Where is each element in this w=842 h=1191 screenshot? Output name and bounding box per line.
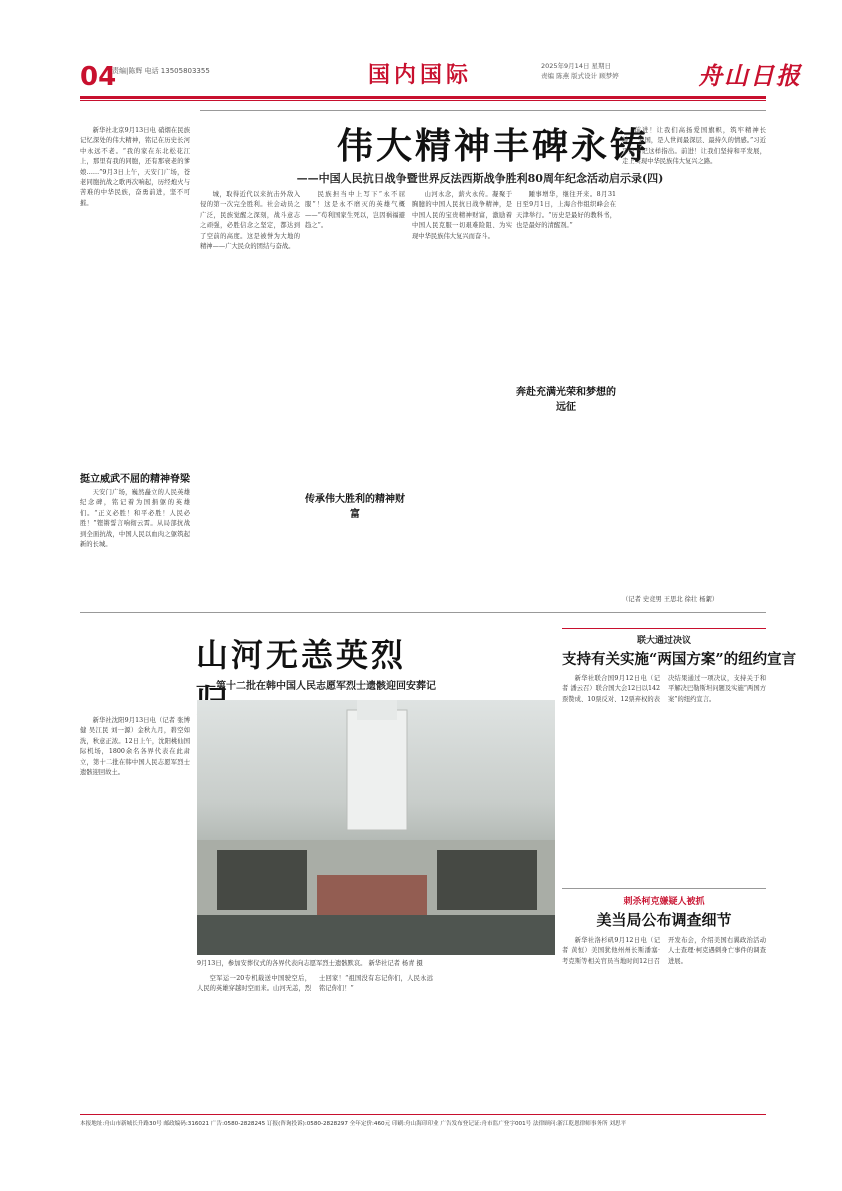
news2-body-text: 新华社洛杉矶9月12日电（记者 黄恒）美国犹他州州长斯潘塞·考克斯等相关官员当地时间12日召开发布会，介绍美国右翼政治活动人士查理·柯克遇刺身亡事件的调查进展。 (562, 937, 766, 965)
lead-col5-text: 踵事增华，继往开来。8月31日至9月1日，上海合作组织峰会在天津举行。“历史是最好的教科书，也是最好的清醒剂。” (516, 191, 616, 230)
photo-illustration (197, 700, 555, 955)
header-date: 2025年9月14日 星期日 (541, 62, 612, 70)
lead-subheading-backbone: 挺立威武不屈的精神脊梁 (80, 474, 190, 485)
header-rule (80, 96, 766, 99)
lead-subheading-glory: 奔赴充满光荣和梦想的远征 (516, 387, 616, 413)
footer-info: 本报地址:舟山市新城长升路30号 邮政编码:316021 广告:0580-2828245 订报(咨询投诉):0580-2828297 全年定价:460元 印刷:舟山海印印业 广告发布登记证:舟市监广登字001号 法律顾问:浙江乾恩律师事务所 刘思平 (80, 1121, 627, 1127)
lead-byline: （记者 史竞男 王思北 徐壮 杨絮） (622, 596, 719, 603)
lead-col2-text: 城，取得近代以来抗击外敌入侵的第一次完全胜利。社会动员之广泛，民族觉醒之深刻，战斗意志之顽强，必胜信念之坚定，都达到了空前的高度。这是被誉为大地的精神——广大民众的团结与奋战。 (200, 191, 300, 251)
lead-col1-text: 新华社北京9月13日电 硝烟在民族记忆深处的伟大精神，铭记在历史长河中永远不老。“我的家在东北松花江上，那里有我的同胞，还有那衰老的爹娘……”9月3日上午，天安门广场，苍老同胞抗战之歌再次响起，历经炮火与苦难的中华民族，奋勇前进，坚不可摧。 (80, 127, 190, 207)
newspaper-logo: 舟山日报 (698, 61, 802, 90)
lead-col6-text: 前进！让我们高扬爱国旗帜，筑牢精神长城。“爱国，是人世间最深层、最持久的情感。”习近平总书记这样指出。前进！让我们坚持和平发展，走上实现中华民族伟大复兴之路。 (622, 127, 766, 166)
lead-article-col6 (622, 126, 766, 596)
news1-kicker: 联大通过决议 (636, 636, 691, 646)
lead-subheading-inherit: 传承伟大胜利的精神财富 (305, 494, 405, 520)
section-title: 国内国际 (368, 62, 473, 88)
news1-top-rule (562, 628, 766, 629)
lead-article-col1 (80, 126, 190, 464)
news2-top-rule (562, 888, 766, 889)
news1-headline: 支持有关实施“两国方案”的纽约宣言 (562, 651, 797, 668)
second-subheadline: ——第十二批在韩中国人民志愿军烈士遗骸迎回安葬记 (196, 681, 436, 692)
lead-article-col2 (200, 190, 300, 600)
footer-rule (80, 1114, 766, 1115)
lead-article-col1b (80, 488, 190, 606)
lead-subheadline: ——中国人民抗日战争暨世界反法西斯战争胜利80周年纪念活动启示录(四) (296, 172, 664, 185)
lead-col1b-text: 天安门广场，巍然矗立的人民英雄纪念碑，铭记着为国捐躯的英雄们。“正义必胜！和平必胜！人民必胜！”铿锵誓言响彻云霄。从局部抗战到全面抗战，中国人民以血肉之躯筑起新的长城。 (80, 489, 190, 549)
page-number: 04 (80, 62, 117, 92)
lead-article-col4 (412, 190, 512, 600)
second-lede-text: 新华社沈阳9月13日电（记者 张博健 吴江民 刘一源）金秋九月，碧空如洗，秋意正浓。12日上午，沈阳桃仙国际机场，1800余名各界代表在此肃立，第十二批在韩中国人民志愿军烈士遗骸迎回故土。 (80, 717, 190, 777)
lead-col3-text: 民族担当中上写下“永不屈服”！这是永不磨灭的英雄气概——“苟利国家生死以，岂因祸福避趋之”。 (305, 191, 405, 230)
header-rule-thin (80, 100, 766, 101)
second-body (197, 974, 555, 1104)
lead-article-col3 (305, 190, 405, 480)
news2-headline: 美当局公布调查细节 (596, 911, 732, 929)
news1-body-text: 新华社联合国9月12日电（记者 潘云召）联合国大会12日以142票赞成、10票反对、12票弃权的表决结果通过一项决议，支持关于和平解决巴勒斯坦问题及实施“两国方案”的纽约宣言。 (562, 675, 766, 703)
news-photo (197, 700, 555, 955)
lead-col4-text: 山河永念，薪火永传。凝聚于胸臆的中国人民抗日战争精神，是中国人民的宝贵精神财富，激励着中国人民克服一切艰难险阻、为实现中华民族伟大复兴而奋斗。 (412, 191, 512, 240)
news2-body (562, 936, 766, 1106)
second-headline: 山河无恙英烈 (196, 636, 407, 674)
lead-headline: 伟大精神丰碑永铸 (336, 125, 649, 167)
second-body-text: 空军运一20专机载送中国驶空后，人民的英雄穿越时空而来。山河无恙，烈士回家！“祖国没有忘记你们，人民永远铭记你们！” (197, 975, 433, 993)
news1-body (562, 674, 766, 880)
photo-caption: 9月13日，参加安葬仪式的各界代表向志愿军烈士遗骸默哀。 新华社记者 杨青 摄 (197, 960, 423, 967)
header-date-staff (541, 61, 619, 81)
second-lede (80, 716, 190, 1106)
section-divider (80, 612, 766, 613)
header-editor: 责编|陈辉 电话 13505803355 (112, 67, 210, 75)
news2-kicker: 刺杀柯克嫌疑人被抓 (623, 897, 705, 907)
header-staff: 责编 陈燕 版式设计 顾梦婷 (541, 72, 619, 80)
headline-top-rule (200, 110, 766, 111)
